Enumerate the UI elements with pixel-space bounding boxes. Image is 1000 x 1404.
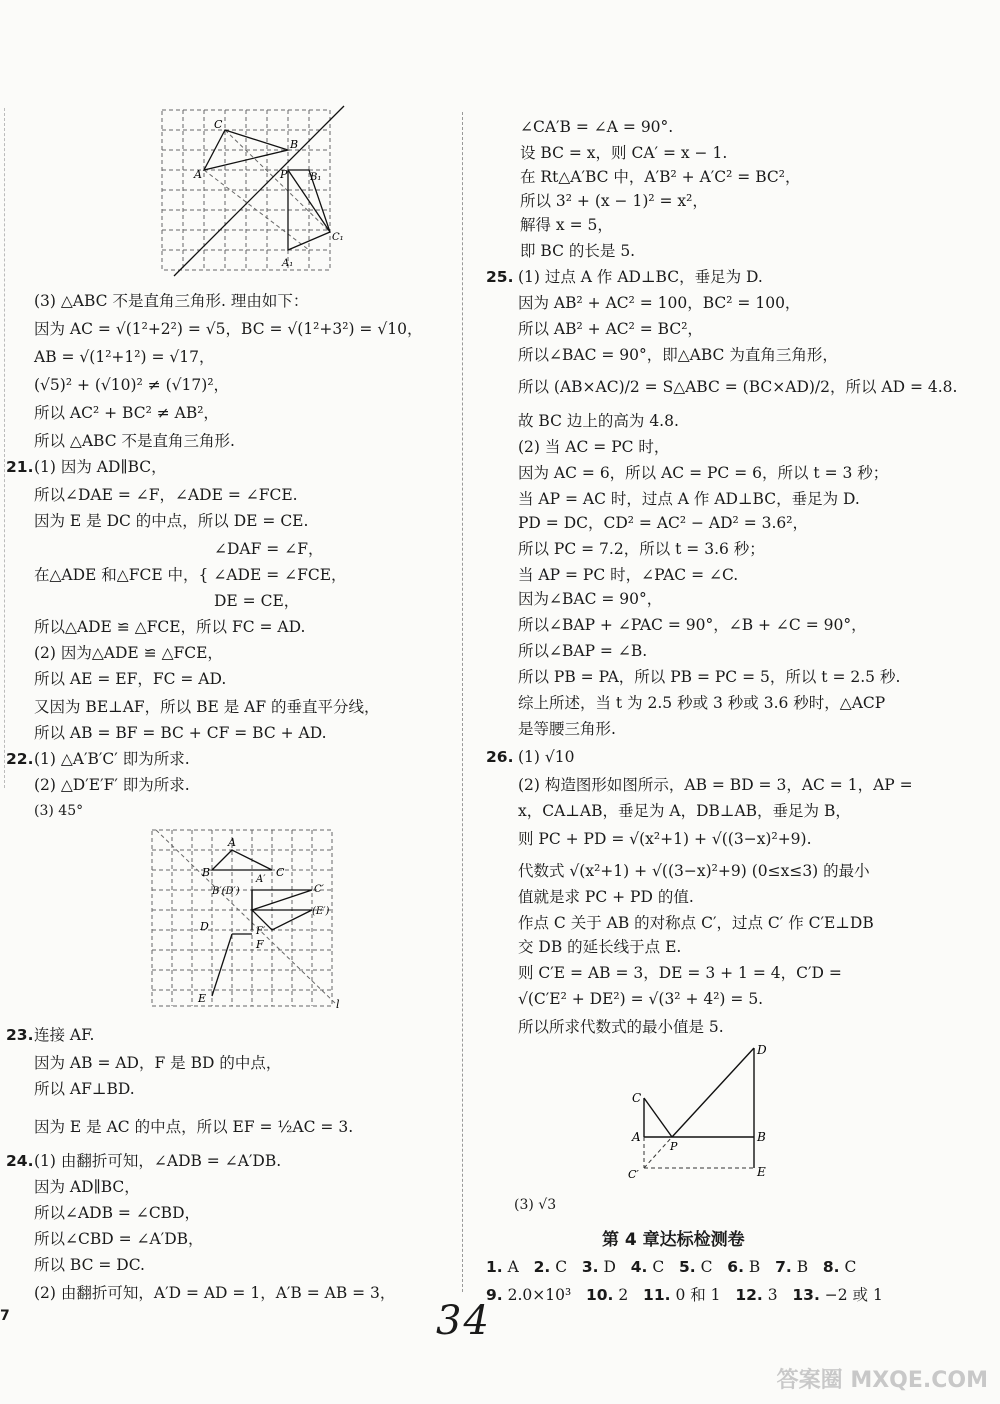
q20-line: (3) △ABC 不是直角三角形. 理由如下： xyxy=(34,292,309,310)
q21-line: 所以 AB = BF = BC + CF = BC + AD. xyxy=(34,724,327,742)
q21-line: 又因为 BE⊥AF，所以 BE 是 AF 的垂直平分线， xyxy=(34,698,380,716)
q24-line: 因为 AD∥BC， xyxy=(34,1178,140,1196)
q26-number: 26. xyxy=(486,748,514,766)
q24-number: 24. xyxy=(6,1152,34,1170)
q25-line: (2) 当 AC = PC 时， xyxy=(518,438,670,456)
q24-cont-line: 解得 x = 5， xyxy=(520,216,613,234)
q26-line: (1) √10 xyxy=(518,748,575,766)
fig1-label-b1: B₁ xyxy=(310,172,322,183)
fig2-label-f: F xyxy=(256,938,264,951)
answers-row-1 xyxy=(486,1256,856,1278)
answer-value: D xyxy=(603,1258,616,1276)
q26-line: x，CA⊥AB，垂足为 A，DB⊥AB，垂足为 B， xyxy=(518,802,851,820)
answer-value: C xyxy=(555,1258,568,1276)
q24-line: 所以∠ADB = ∠CBD， xyxy=(34,1204,201,1222)
answer-value: A xyxy=(507,1258,519,1276)
answer-value: C xyxy=(652,1258,665,1276)
answer-number: 7. xyxy=(775,1258,792,1276)
fig2-label-b-prime: B′(D′) xyxy=(212,886,240,897)
q26-line: 作点 C 关于 AB 的对称点 C′，过点 C′ 作 C′E⊥DB xyxy=(518,914,874,932)
q26-line: 代数式 √(x²+1) + √((3−x)²+9) (0≤x≤3) 的最小 xyxy=(518,862,870,880)
fig2-label-f-prime: F′ xyxy=(256,926,266,937)
q25-line: 是等腰三角形. xyxy=(518,720,616,738)
construction-figure-q26 xyxy=(624,1040,784,1184)
q25-number: 25. xyxy=(486,268,514,286)
q22-line: (3) 45° xyxy=(34,803,84,819)
answer-number: 12. xyxy=(735,1286,763,1304)
q21-line: 所以 AE = EF，FC = AD. xyxy=(34,670,227,688)
page-edge-mark xyxy=(4,108,5,788)
q24-line: (2) 由翻折可知，A′D = AD = 1，A′B = AB = 3， xyxy=(34,1284,396,1302)
fig3-label-c: C xyxy=(632,1091,642,1105)
fig2-label-a: A xyxy=(228,836,236,849)
q25-line: 当 AP = PC 时，∠PAC = ∠C. xyxy=(518,566,739,584)
answer-number: 2. xyxy=(533,1258,551,1276)
answer-value: B xyxy=(748,1258,761,1276)
answer-number: 9. xyxy=(486,1286,503,1304)
fig1-label-a1: A₁ xyxy=(282,258,294,269)
grid-figure-q20 xyxy=(154,104,364,280)
q26-line: (3) √3 xyxy=(514,1197,557,1213)
answer-value: 2.0×10³ xyxy=(507,1286,572,1304)
q25-line: (1) 过点 A 作 AD⊥BC，垂足为 D. xyxy=(518,268,763,286)
q25-line: 所以∠BAP + ∠PAC = 90°，∠B + ∠C = 90°， xyxy=(518,616,867,634)
q23-line: 因为 AB = AD，F 是 BD 的中点， xyxy=(34,1054,282,1072)
answer-number: 13. xyxy=(792,1286,820,1304)
q26-line: 所以所求代数式的最小值是 5. xyxy=(518,1018,724,1036)
q21-line: (2) 因为△ADE ≌ △FCE， xyxy=(34,644,223,662)
q25-line: 所以 PC = 7.2，所以 t = 3.6 秒； xyxy=(518,540,765,558)
fig2-label-e-prime: (E′) xyxy=(312,906,330,917)
watermark-logo: 答案圈 MXQE.COM xyxy=(776,1368,988,1393)
q21-line: 所以∠DAE = ∠F，∠ADE = ∠FCE. xyxy=(34,486,298,504)
q22-line: (2) △D′E′F′ 即为所求. xyxy=(34,776,190,794)
fig1-label-a: A xyxy=(194,168,202,181)
fig2-label-l: l xyxy=(336,998,340,1010)
page-number: 7 xyxy=(0,1308,10,1324)
fig2-label-c: C xyxy=(276,866,285,879)
q22-line: (1) △A′B′C′ 即为所求. xyxy=(34,750,190,768)
answer-number: 11. xyxy=(643,1286,671,1304)
q21-number: 21. xyxy=(6,458,34,476)
q21-line: 因为 E 是 DC 的中点，所以 DE = CE. xyxy=(34,512,309,530)
q25-line: 所以∠BAP = ∠B. xyxy=(518,642,648,660)
fig2-label-b: B xyxy=(202,866,211,879)
q24-line: (1) 由翻折可知，∠ADB = ∠A′DB. xyxy=(34,1152,282,1170)
q24-cont-line: 设 BC = x，则 CA′ = x − 1. xyxy=(520,144,728,162)
q24-line: 所以 BC = DC. xyxy=(34,1256,145,1274)
fig3-label-b: B xyxy=(757,1130,766,1144)
q25-line: 因为 AB² + AC² = 100，BC² = 100， xyxy=(518,294,801,312)
answer-value: C xyxy=(700,1258,713,1276)
q25-line: PD = DC，CD² = AC² − AD² = 3.6²， xyxy=(518,514,808,532)
q25-line: 所以∠BAC = 90°，即△ABC 为直角三角形， xyxy=(518,346,838,364)
q23-number: 23. xyxy=(6,1026,34,1044)
q26-line: (2) 构造图形如图所示，AB = BD = 3，AC = 1，AP = xyxy=(518,776,913,794)
q24-cont-line: 即 BC 的长是 5. xyxy=(520,242,636,260)
q21-line: DE = CE， xyxy=(214,592,300,610)
fig2-label-a-prime: A′ xyxy=(256,874,266,885)
fig2-label-e: E xyxy=(198,992,207,1005)
answers-row-2 xyxy=(486,1284,883,1306)
fig1-label-c1: C₁ xyxy=(332,232,344,243)
q24-cont-line: 所以 3² + (x − 1)² = x²， xyxy=(520,192,708,210)
fig1-label-c: C xyxy=(214,118,223,131)
fig2-label-c-prime: C′ xyxy=(314,884,324,895)
answer-number: 10. xyxy=(585,1286,614,1304)
answer-number: 6. xyxy=(727,1258,744,1276)
fig3-label-a: A xyxy=(632,1130,641,1144)
grid-figure-q22 xyxy=(144,826,344,1010)
handwritten-page-mark: 34 xyxy=(436,1298,491,1344)
answer-value: B xyxy=(796,1258,809,1276)
q20-line: 所以 △ABC 不是直角三角形. xyxy=(34,432,235,450)
q23-line: 连接 AF. xyxy=(34,1026,95,1044)
q25-line: 所以 (AB×AC)/2 = S△ABC = (BC×AD)/2，所以 AD = 4.8. xyxy=(518,378,958,396)
q24-cont-line: ∠CA′B = ∠A = 90°. xyxy=(520,118,674,136)
q26-line: 则 C′E = AB = 3，DE = 3 + 1 = 4，C′D = xyxy=(518,964,842,982)
q25-line: 因为 AC = 6，所以 AC = PC = 6，所以 t = 3 秒； xyxy=(518,464,889,482)
answer-number: 5. xyxy=(679,1258,696,1276)
q21-line: 在△ADE 和△FCE 中，{ ∠ADE = ∠FCE， xyxy=(34,566,347,584)
answer-value: −2 或 1 xyxy=(824,1286,883,1304)
fig3-label-p: P xyxy=(670,1140,678,1153)
q25-line: 当 AP = AC 时，过点 A 作 AD⊥BC，垂足为 D. xyxy=(518,490,860,508)
answer-number: 8. xyxy=(822,1258,840,1276)
answer-value: 0 和 1 xyxy=(675,1286,721,1304)
answer-number: 1. xyxy=(486,1258,503,1276)
q25-line: 综上所述，当 t 为 2.5 秒或 3 秒或 3.6 秒时，△ACP xyxy=(518,694,886,712)
fig3-label-e: E xyxy=(757,1165,766,1179)
q24-cont-line: 在 Rt△A′BC 中，A′B² + A′C² = BC²， xyxy=(520,168,801,186)
answer-number: 3. xyxy=(581,1258,599,1276)
fig1-label-b: B xyxy=(290,138,299,151)
answer-value: C xyxy=(844,1258,857,1276)
q25-line: 故 BC 边上的高为 4.8. xyxy=(518,412,679,430)
q25-line: 因为∠BAC = 90°， xyxy=(518,590,663,608)
column-divider xyxy=(462,112,463,1292)
q21-line: 所以△ADE ≌ △FCE，所以 FC = AD. xyxy=(34,618,306,636)
q20-line: (√5)² + (√10)² ≠ (√17)²， xyxy=(34,376,230,394)
answer-value: 2 xyxy=(618,1286,629,1304)
answer-number: 4. xyxy=(630,1258,648,1276)
fig3-label-c-prime: C′ xyxy=(628,1168,639,1181)
q20-line: AB = √(1²+1²) = √17， xyxy=(34,348,215,366)
q25-line: 所以 AB² + AC² = BC²， xyxy=(518,320,703,338)
q23-line: 所以 AF⊥BD. xyxy=(34,1080,135,1098)
fig2-label-d: D xyxy=(200,920,209,933)
fig1-label-p: P xyxy=(280,168,288,181)
q21-line: (1) 因为 AD∥BC， xyxy=(34,458,167,476)
q24-line: 所以∠CBD = ∠A′DB， xyxy=(34,1230,204,1248)
q21-line: ∠DAF = ∠F， xyxy=(214,540,324,558)
q20-line: 所以 AC² + BC² ≠ AB²， xyxy=(34,404,219,422)
fig3-label-d: D xyxy=(757,1043,767,1057)
answer-value: 3 xyxy=(767,1286,778,1304)
section-title: 第 4 章达标检测卷 xyxy=(602,1230,745,1250)
q22-number: 22. xyxy=(6,750,34,768)
q23-line: 因为 E 是 AC 的中点，所以 EF = ½AC = 3. xyxy=(34,1118,354,1136)
q26-line: 则 PC + PD = √(x²+1) + √((3−x)²+9). xyxy=(518,830,812,848)
q25-line: 所以 PB = PA，所以 PB = PC = 5，所以 t = 2.5 秒. xyxy=(518,668,901,686)
q26-line: √(C′E² + DE²) = √(3² + 4²) = 5. xyxy=(518,990,764,1008)
q26-line: 值就是求 PC + PD 的值. xyxy=(518,888,694,906)
q20-line: 因为 AC = √(1²+2²) = √5，BC = √(1²+3²) = √10， xyxy=(34,320,423,338)
q26-line: 交 DB 的延长线于点 E. xyxy=(518,938,682,956)
